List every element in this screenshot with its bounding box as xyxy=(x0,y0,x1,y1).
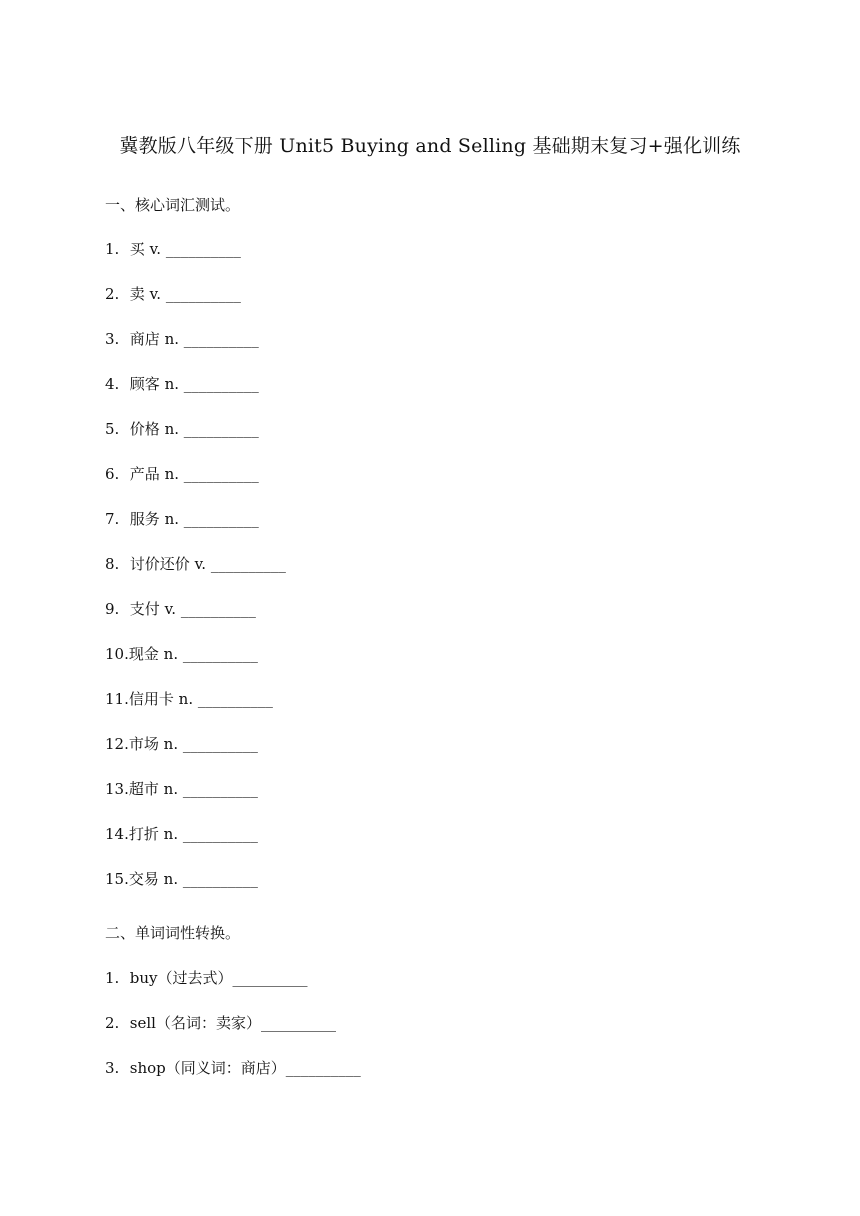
item-number: 10. xyxy=(105,645,129,663)
item-chinese: 买 xyxy=(129,240,145,258)
item-number: 7. xyxy=(105,510,120,528)
vocab-item xyxy=(105,240,241,258)
item-number: 3. xyxy=(105,330,120,348)
item-number: 9. xyxy=(105,600,120,618)
item-chinese: 商店 xyxy=(129,330,160,348)
answer-blank[interactable]: __________ xyxy=(183,330,259,348)
item-pos: n. xyxy=(163,645,179,663)
item-pos: n. xyxy=(164,465,180,483)
item-number: 11. xyxy=(105,690,129,708)
item-chinese: 超市 xyxy=(128,780,159,798)
item-chinese: 信用卡 xyxy=(128,690,174,708)
vocab-item xyxy=(105,465,259,483)
item-chinese: 打折 xyxy=(128,825,159,843)
vocab-item xyxy=(105,555,286,573)
document-title: 冀教版八年级下册 Unit5 Buying and Selling 基础期末复习+强化训练 xyxy=(119,135,741,157)
item-number: 6. xyxy=(105,465,120,483)
answer-blank[interactable]: __________ xyxy=(183,420,259,438)
answer-blank[interactable]: __________ xyxy=(182,780,258,798)
item-chinese: 现金 xyxy=(128,645,159,663)
answer-blank[interactable]: __________ xyxy=(165,240,241,258)
vocab-item xyxy=(105,600,256,618)
item-pos: v. xyxy=(164,600,177,618)
answer-blank[interactable]: __________ xyxy=(180,600,256,618)
word-form-item xyxy=(105,1059,361,1077)
vocab-item xyxy=(105,690,273,708)
answer-blank[interactable]: __________ xyxy=(182,735,258,753)
word-form-item xyxy=(105,1014,336,1032)
vocab-item xyxy=(105,870,258,888)
item-chinese: 产品 xyxy=(129,465,160,483)
item-number: 4. xyxy=(105,375,120,393)
answer-blank[interactable]: __________ xyxy=(182,645,258,663)
item-pos: n. xyxy=(178,690,194,708)
item-pos: n. xyxy=(164,330,180,348)
item-word: shop xyxy=(129,1059,166,1077)
item-number: 1. xyxy=(105,969,120,987)
answer-blank[interactable]: __________ xyxy=(183,465,259,483)
vocab-item xyxy=(105,375,259,393)
item-number: 12. xyxy=(105,735,129,753)
answer-blank[interactable]: __________ xyxy=(182,870,258,888)
item-chinese: 顾客 xyxy=(129,375,160,393)
section-heading-word-forms: 二、单词词性转换。 xyxy=(105,924,241,942)
answer-blank[interactable]: __________ xyxy=(285,1059,361,1077)
answer-blank[interactable]: __________ xyxy=(183,510,259,528)
item-pos: v. xyxy=(149,285,162,303)
answer-blank[interactable]: __________ xyxy=(210,555,286,573)
item-pos: n. xyxy=(163,870,179,888)
item-pos: n. xyxy=(163,735,179,753)
item-number: 8. xyxy=(105,555,120,573)
item-pos: n. xyxy=(164,375,180,393)
answer-blank[interactable]: __________ xyxy=(260,1014,336,1032)
answer-blank[interactable]: __________ xyxy=(182,825,258,843)
item-number: 15. xyxy=(105,870,129,888)
answer-blank[interactable]: __________ xyxy=(197,690,273,708)
vocab-item xyxy=(105,330,259,348)
item-chinese: 支付 xyxy=(129,600,160,618)
item-hint: （同义词：商店） xyxy=(165,1059,286,1077)
item-chinese: 讨价还价 xyxy=(129,555,190,573)
item-pos: n. xyxy=(163,825,179,843)
answer-blank[interactable]: __________ xyxy=(183,375,259,393)
item-pos: n. xyxy=(164,510,180,528)
item-number: 2. xyxy=(105,1014,120,1032)
item-pos: v. xyxy=(194,555,207,573)
vocab-item xyxy=(105,645,258,663)
answer-blank[interactable]: __________ xyxy=(165,285,241,303)
item-number: 14. xyxy=(105,825,129,843)
item-word: sell xyxy=(129,1014,156,1032)
vocab-item xyxy=(105,735,258,753)
vocab-item xyxy=(105,825,258,843)
vocab-item xyxy=(105,285,241,303)
item-number: 13. xyxy=(105,780,129,798)
vocab-item xyxy=(105,510,259,528)
item-chinese: 卖 xyxy=(129,285,145,303)
item-pos: n. xyxy=(163,780,179,798)
item-number: 3. xyxy=(105,1059,120,1077)
item-number: 2. xyxy=(105,285,120,303)
item-pos: n. xyxy=(164,420,180,438)
vocab-item xyxy=(105,780,258,798)
item-chinese: 市场 xyxy=(128,735,159,753)
answer-blank[interactable]: __________ xyxy=(232,969,308,987)
section-heading-vocabulary: 一、核心词汇测试。 xyxy=(105,196,241,214)
item-chinese: 交易 xyxy=(128,870,159,888)
word-form-item xyxy=(105,969,308,987)
item-number: 1. xyxy=(105,240,120,258)
item-chinese: 服务 xyxy=(129,510,160,528)
item-hint: （名词：卖家） xyxy=(155,1014,261,1032)
vocab-item xyxy=(105,420,259,438)
item-chinese: 价格 xyxy=(129,420,160,438)
item-pos: v. xyxy=(149,240,162,258)
item-hint: （过去式） xyxy=(157,969,233,987)
item-word: buy xyxy=(129,969,158,987)
item-number: 5. xyxy=(105,420,120,438)
